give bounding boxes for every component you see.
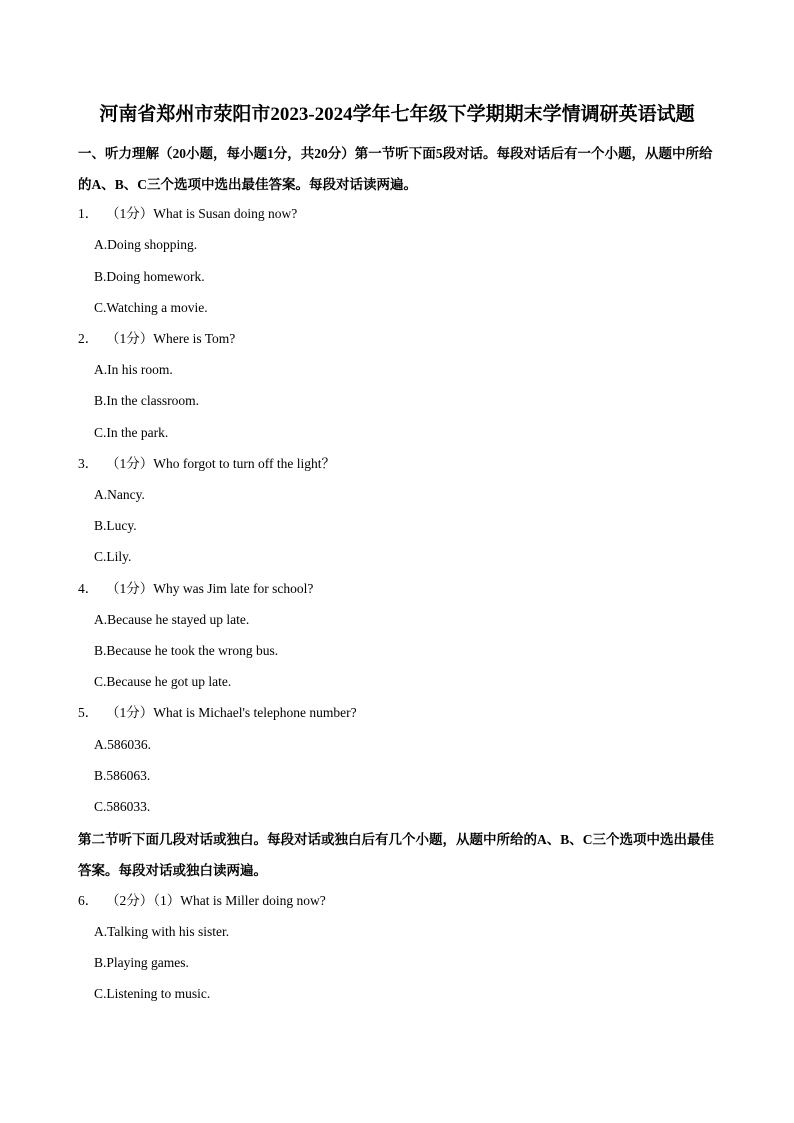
question-1	[78, 204, 297, 224]
question-6-option-b: B.Playing games.	[94, 955, 189, 970]
question-3-option-c: C.Lily.	[94, 549, 132, 564]
question-number: 5．	[78, 705, 99, 720]
question-4	[78, 579, 313, 599]
question-text: Why was Jim late for school?	[153, 581, 314, 596]
question-3-option-b: B.Lucy.	[94, 518, 137, 533]
question-2	[78, 329, 235, 349]
question-text: Who forgot to turn off the light？	[153, 456, 335, 471]
question-text: Where is Tom?	[153, 331, 236, 346]
question-2-option-c: C.In the park.	[94, 425, 169, 440]
question-number: 2．	[78, 331, 99, 346]
question-number: 4．	[78, 581, 99, 596]
question-points: （1分）	[106, 331, 154, 346]
question-2-option-a: A.In his room.	[94, 362, 173, 377]
question-5-option-c: C.586033.	[94, 799, 151, 814]
question-4-option-a: A.Because he stayed up late.	[94, 612, 250, 627]
question-3-option-a: A.Nancy.	[94, 487, 145, 502]
question-points: （1分）	[106, 206, 154, 221]
question-5-option-a: A.586036.	[94, 737, 151, 752]
question-1-option-c: C.Watching a movie.	[94, 300, 208, 315]
question-text: What is Michael's telephone number?	[153, 705, 357, 720]
question-6	[78, 891, 326, 911]
section-instructions-2: 第二节听下面几段对话或独白。每段对话或独白后有几个小题，从题中所给的A、B、C三个选项中选出最佳答案。每段对话或独白读两遍。	[78, 832, 715, 878]
question-number: 3．	[78, 456, 99, 471]
question-points: （1分）	[106, 581, 154, 596]
question-number: 1．	[78, 206, 99, 221]
question-2-option-b: B.In the classroom.	[94, 393, 199, 408]
question-points: （1分）	[106, 456, 154, 471]
question-3	[78, 454, 335, 474]
question-text: What is Susan doing now?	[153, 206, 298, 221]
question-6-option-c: C.Listening to music.	[94, 986, 211, 1001]
question-5	[78, 703, 357, 723]
question-points: （1分）	[106, 705, 154, 720]
question-1-option-a: A.Doing shopping.	[94, 237, 198, 252]
exam-title: 河南省郑州市荥阳市2023-2024学年七年级下学期期末学情调研英语试题	[99, 104, 695, 125]
question-4-option-b: B.Because he took the wrong bus.	[94, 643, 279, 658]
question-6-option-a: A.Talking with his sister.	[94, 924, 230, 939]
question-4-option-c: C.Because he got up late.	[94, 674, 232, 689]
question-number: 6．	[78, 893, 99, 908]
question-points: （2分）	[106, 893, 154, 908]
question-5-option-b: B.586063.	[94, 768, 151, 783]
question-1-option-b: B.Doing homework.	[94, 269, 205, 284]
section-instructions-1: 一、听力理解（20小题，每小题1分，共20分）第一节听下面5段对话。每段对话后有一个小题，从题中所给的A、B、C三个选项中选出最佳答案。每段对话读两遍。	[78, 146, 713, 192]
question-text: （1）What is Miller doing now?	[153, 893, 326, 908]
